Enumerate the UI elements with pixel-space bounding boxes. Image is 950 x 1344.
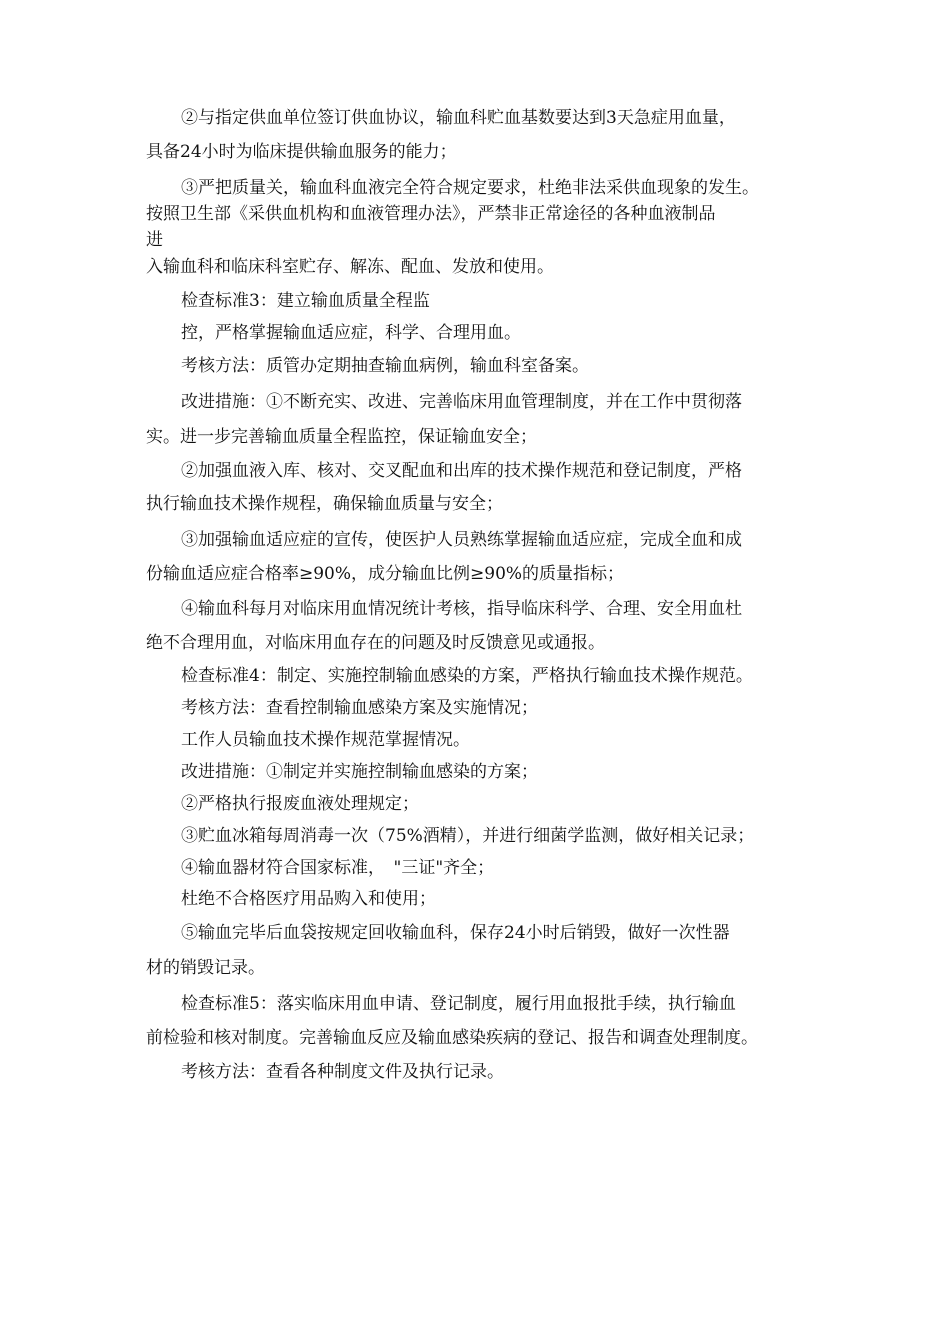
- text-line: 实。进一步完善输血质量全程监控，保证输血安全；: [146, 427, 537, 447]
- text-line: 绝不合理用血，对临床用血存在的问题及时反馈意见或通报。: [146, 633, 605, 653]
- text-line: 具备24小时为临床提供输血服务的能力；: [146, 142, 457, 162]
- text-line: 改进措施：①不断充实、改进、完善临床用血管理制度，并在工作中贯彻落: [181, 392, 742, 412]
- text-line: 考核方法：查看各种制度文件及执行记录。: [181, 1062, 504, 1082]
- text-line: ⑤输血完毕后血袋按规定回收输血科，保存24小时后销毁，做好一次性器: [181, 923, 730, 943]
- text-line: 控，严格掌握输血适应症，科学、合理用血。: [181, 323, 521, 343]
- text-line: 份输血适应症合格率≥90%，成分输血比例≥90%的质量指标；: [146, 564, 625, 584]
- text-line: ②加强血液入库、核对、交叉配血和出库的技术操作规范和登记制度，严格: [181, 461, 742, 481]
- text-line: 材的销毁记录。: [146, 958, 265, 978]
- text-line: 进: [146, 230, 163, 250]
- text-line: 检查标准5：落实临床用血申请、登记制度，履行用血报批手续，执行输血: [181, 994, 736, 1014]
- text-line: ④输血科每月对临床用血情况统计考核，指导临床科学、合理、安全用血杜: [181, 599, 742, 619]
- text-line: ④输血器材符合国家标准， "三证"齐全；: [181, 858, 495, 878]
- text-line: ③贮血冰箱每周消毒一次（75%酒精），并进行细菌学监测，做好相关记录；: [181, 826, 755, 846]
- text-line: 改进措施：①制定并实施控制输血感染的方案；: [181, 762, 538, 782]
- text-line: ②严格执行报废血液处理规定；: [181, 794, 419, 814]
- text-line: 工作人员输血技术操作规范掌握情况。: [181, 730, 470, 750]
- text-line: 入输血科和临床科室贮存、解冻、配血、发放和使用。: [146, 257, 554, 277]
- text-line: 执行输血技术操作规程，确保输血质量与安全；: [146, 494, 503, 514]
- text-line: 杜绝不合格医疗用品购入和使用；: [181, 889, 436, 909]
- text-line: 考核方法：质管办定期抽查输血病例，输血科室备案。: [181, 356, 589, 376]
- text-line: ③加强输血适应症的宣传，使医护人员熟练掌握输血适应症，完成全血和成: [181, 530, 742, 550]
- text-line: 按照卫生部《采供血机构和血液管理办法》，严禁非正常途径的各种血液制品: [146, 204, 716, 224]
- text-line: ③严把质量关，输血科血液完全符合规定要求，杜绝非法采供血现象的发生。: [181, 178, 759, 198]
- text-line: 考核方法：查看控制输血感染方案及实施情况；: [181, 698, 538, 718]
- text-line: ②与指定供血单位签订供血协议，输血科贮血基数要达到3天急症用血量，: [181, 108, 736, 128]
- text-line: 检查标准4：制定、实施控制输血感染的方案，严格执行输血技术操作规范。: [181, 666, 753, 686]
- text-line: 前检验和核对制度。完善输血反应及输血感染疾病的登记、报告和调查处理制度。: [146, 1028, 758, 1048]
- text-line: 检查标准3：建立输血质量全程监: [181, 291, 430, 311]
